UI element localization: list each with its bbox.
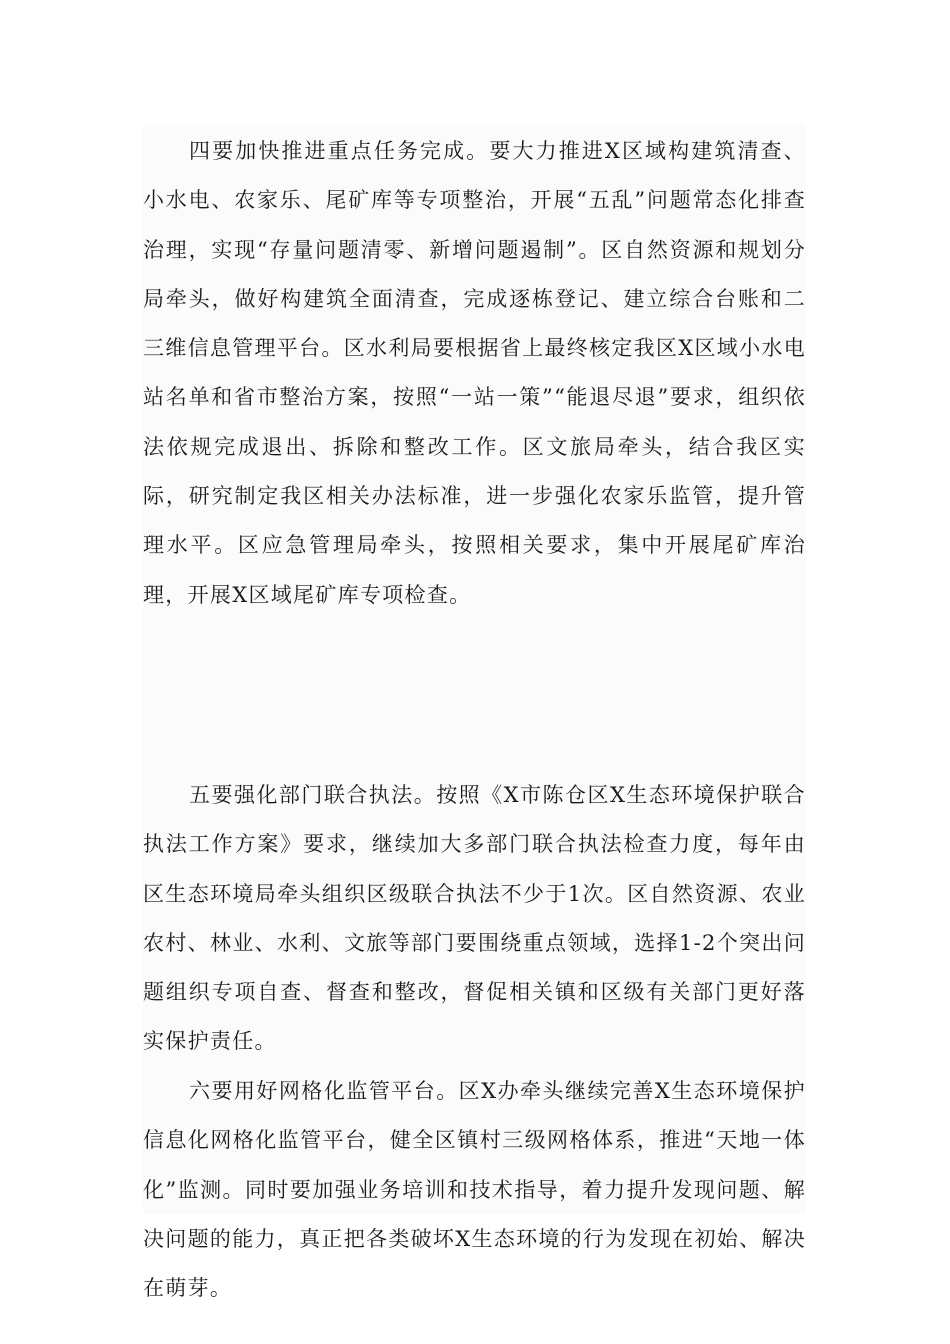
document-body [143, 124, 806, 1301]
paragraph-grid-platform: 六要用好网格化监管平台。区X办牵头继续完善X生态环境保护信息化网格化监管平台，健全区镇村三级网格体系，推进“天地一体化”监测。同时要加强业务培训和技术指导，着力提升发现问题、解决问题的能力，真正把各类破坏X生态环境的行为发现在初始、解决在萌芽。 [143, 1079, 806, 1301]
paragraph-joint-enforcement: 五要强化部门联合执法。按照《X市陈仓区X生态环境保护联合执法工作方案》要求，继续加大多部门联合执法检查力度，每年由区生态环境局牵头组织区级联合执法不少于1次。区自然资源、农业农村、林业、水利、文旅等部门要围绕重点领域，选择1-2个突出问题组织专项自查、督查和整改，督促相关镇和区级有关部门更好落实保护责任。 [143, 783, 806, 1054]
paragraph-key-tasks: 四要加快推进重点任务完成。要大力推进X区域构建筑清查、小水电、农家乐、尾矿库等专项整治，开展“五乱”问题常态化排查治理，实现“存量问题清零、新增问题遏制”。区自然资源和规划分局牵头，做好构建筑全面清查，完成逐栋登记、建立综合台账和二三维信息管理平台。区水利局要根据省上最终核定我区X区域小水电站名单和省市整治方案，按照“一站一策”“能退尽退”要求，组织依法依规完成退出、拆除和整改工作。区文旅局牵头，结合我区实际，研究制定我区相关办法标准，进一步强化农家乐监管，提升管理水平。区应急管理局牵头，按照相关要求，集中开展尾矿库治理，开展X区域尾矿库专项检查。 [143, 139, 806, 607]
